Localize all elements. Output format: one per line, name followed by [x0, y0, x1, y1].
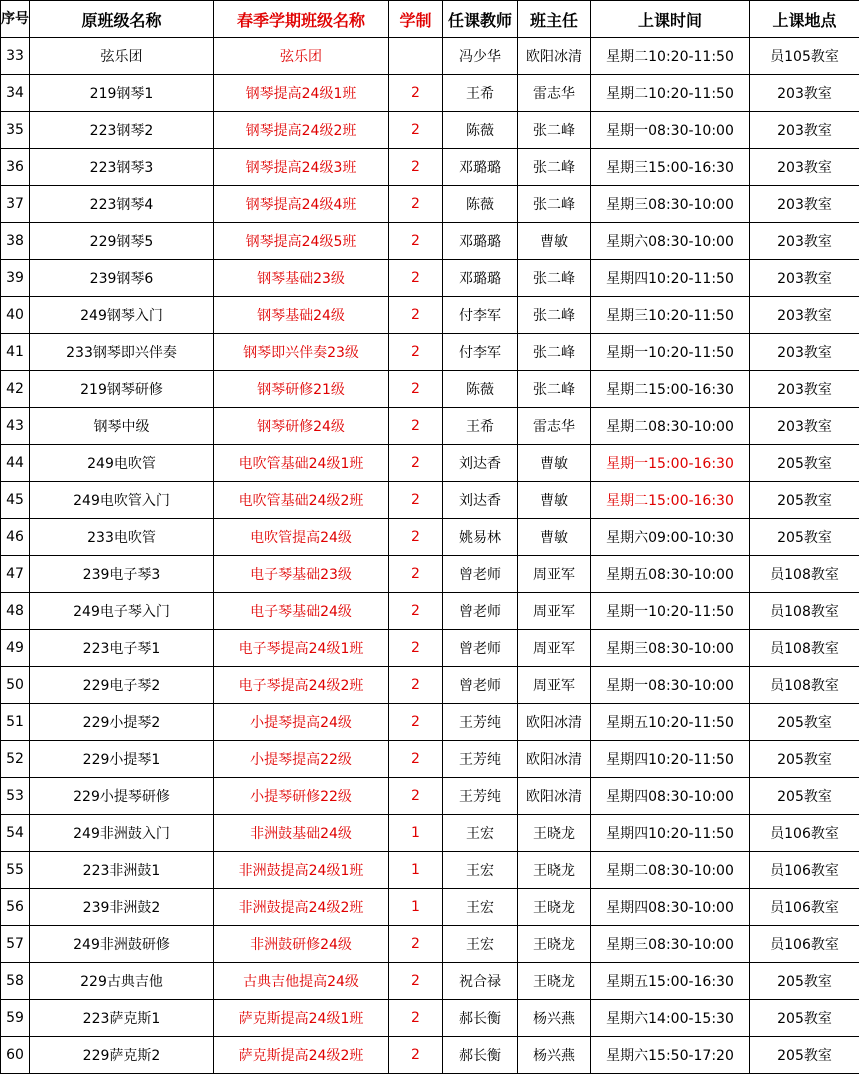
cell-teacher: 王宏 [443, 852, 518, 889]
cell-orig-class: 239非洲鼓2 [30, 889, 214, 926]
cell-spring-class: 电子琴提高24级1班 [214, 630, 389, 667]
table-row [1, 519, 859, 556]
cell-teacher: 王芳纯 [443, 704, 518, 741]
cell-teacher: 邓璐璐 [443, 260, 518, 297]
cell-head-teacher: 张二峰 [518, 371, 591, 408]
cell-seq: 58 [1, 963, 30, 1000]
cell-head-teacher: 张二峰 [518, 112, 591, 149]
cell-orig-class: 弦乐团 [30, 38, 214, 75]
cell-head-teacher: 王晓龙 [518, 926, 591, 963]
cell-location: 203教室 [750, 186, 859, 223]
cell-orig-class: 229小提琴研修 [30, 778, 214, 815]
cell-teacher: 陈薇 [443, 371, 518, 408]
cell-seq: 52 [1, 741, 30, 778]
table-body [1, 38, 859, 1074]
cell-head-teacher: 曹敏 [518, 482, 591, 519]
cell-head-teacher: 周亚军 [518, 667, 591, 704]
cell-seq: 51 [1, 704, 30, 741]
cell-seq: 45 [1, 482, 30, 519]
cell-seq: 41 [1, 334, 30, 371]
cell-teacher: 陈薇 [443, 112, 518, 149]
cell-teacher: 王希 [443, 408, 518, 445]
cell-duration: 2 [389, 408, 443, 445]
cell-orig-class: 229萨克斯2 [30, 1037, 214, 1074]
header-head-teacher: 班主任 [518, 1, 591, 38]
cell-seq: 44 [1, 445, 30, 482]
cell-spring-class: 非洲鼓研修24级 [214, 926, 389, 963]
cell-spring-class: 小提琴提高24级 [214, 704, 389, 741]
cell-time: 星期一08:30-10:00 [591, 112, 750, 149]
cell-location: 203教室 [750, 334, 859, 371]
cell-seq: 60 [1, 1037, 30, 1074]
table-row [1, 852, 859, 889]
cell-spring-class: 电吹管提高24级 [214, 519, 389, 556]
cell-duration: 2 [389, 297, 443, 334]
cell-spring-class: 电子琴提高24级2班 [214, 667, 389, 704]
cell-location: 205教室 [750, 445, 859, 482]
cell-orig-class: 239电子琴3 [30, 556, 214, 593]
cell-seq: 59 [1, 1000, 30, 1037]
cell-teacher: 祝合禄 [443, 963, 518, 1000]
cell-spring-class: 电吹管基础24级2班 [214, 482, 389, 519]
cell-location: 205教室 [750, 1037, 859, 1074]
cell-time: 星期三08:30-10:00 [591, 630, 750, 667]
cell-duration: 2 [389, 75, 443, 112]
table-row [1, 75, 859, 112]
table-row [1, 1037, 859, 1074]
cell-head-teacher: 张二峰 [518, 297, 591, 334]
cell-seq: 56 [1, 889, 30, 926]
cell-time: 星期一08:30-10:00 [591, 667, 750, 704]
cell-time: 星期六14:00-15:30 [591, 1000, 750, 1037]
cell-location: 203教室 [750, 260, 859, 297]
cell-time: 星期四10:20-11:50 [591, 260, 750, 297]
cell-head-teacher: 周亚军 [518, 556, 591, 593]
cell-location: 员108教室 [750, 630, 859, 667]
table-row [1, 889, 859, 926]
cell-location: 203教室 [750, 408, 859, 445]
cell-time: 星期三08:30-10:00 [591, 186, 750, 223]
cell-seq: 34 [1, 75, 30, 112]
cell-location: 205教室 [750, 519, 859, 556]
cell-seq: 35 [1, 112, 30, 149]
cell-duration: 2 [389, 445, 443, 482]
header-row [1, 1, 859, 38]
cell-time: 星期四10:20-11:50 [591, 815, 750, 852]
cell-spring-class: 小提琴提高22级 [214, 741, 389, 778]
cell-spring-class: 钢琴提高24级3班 [214, 149, 389, 186]
cell-spring-class: 钢琴提高24级4班 [214, 186, 389, 223]
cell-location: 员106教室 [750, 926, 859, 963]
cell-head-teacher: 周亚军 [518, 593, 591, 630]
cell-spring-class: 钢琴即兴伴奏23级 [214, 334, 389, 371]
cell-spring-class: 钢琴提高24级5班 [214, 223, 389, 260]
cell-teacher: 曾老师 [443, 667, 518, 704]
cell-teacher: 付李军 [443, 334, 518, 371]
cell-head-teacher: 王晓龙 [518, 963, 591, 1000]
cell-time: 星期四08:30-10:00 [591, 778, 750, 815]
cell-spring-class: 钢琴研修24级 [214, 408, 389, 445]
cell-orig-class: 233钢琴即兴伴奏 [30, 334, 214, 371]
cell-orig-class: 249非洲鼓入门 [30, 815, 214, 852]
cell-orig-class: 223电子琴1 [30, 630, 214, 667]
table-row [1, 926, 859, 963]
table-row [1, 260, 859, 297]
table-row [1, 149, 859, 186]
cell-location: 员108教室 [750, 593, 859, 630]
header-seq: 序号 [1, 1, 30, 38]
table-row [1, 112, 859, 149]
cell-location: 员108教室 [750, 667, 859, 704]
cell-location: 203教室 [750, 223, 859, 260]
table-row [1, 334, 859, 371]
cell-location: 员106教室 [750, 889, 859, 926]
cell-location: 员106教室 [750, 852, 859, 889]
cell-location: 员106教室 [750, 815, 859, 852]
cell-seq: 50 [1, 667, 30, 704]
cell-seq: 39 [1, 260, 30, 297]
header-duration: 学制 [389, 1, 443, 38]
cell-orig-class: 249非洲鼓研修 [30, 926, 214, 963]
cell-orig-class: 249钢琴入门 [30, 297, 214, 334]
table-row [1, 445, 859, 482]
cell-duration: 2 [389, 482, 443, 519]
cell-time: 星期二08:30-10:00 [591, 408, 750, 445]
cell-seq: 43 [1, 408, 30, 445]
cell-duration: 2 [389, 963, 443, 1000]
cell-teacher: 王宏 [443, 889, 518, 926]
cell-spring-class: 非洲鼓基础24级 [214, 815, 389, 852]
cell-time: 星期四08:30-10:00 [591, 889, 750, 926]
cell-head-teacher: 杨兴燕 [518, 1037, 591, 1074]
cell-seq: 40 [1, 297, 30, 334]
cell-teacher: 王希 [443, 75, 518, 112]
cell-seq: 49 [1, 630, 30, 667]
cell-head-teacher: 王晓龙 [518, 889, 591, 926]
cell-teacher: 陈薇 [443, 186, 518, 223]
cell-location: 205教室 [750, 704, 859, 741]
cell-head-teacher: 曹敏 [518, 519, 591, 556]
cell-location: 205教室 [750, 482, 859, 519]
cell-teacher: 邓璐璐 [443, 149, 518, 186]
cell-head-teacher: 欧阳冰清 [518, 704, 591, 741]
cell-spring-class: 电子琴基础23级 [214, 556, 389, 593]
cell-teacher: 邓璐璐 [443, 223, 518, 260]
cell-spring-class: 电子琴基础24级 [214, 593, 389, 630]
cell-orig-class: 223钢琴2 [30, 112, 214, 149]
cell-head-teacher: 欧阳冰清 [518, 38, 591, 75]
table-row [1, 704, 859, 741]
cell-duration: 2 [389, 630, 443, 667]
table-row [1, 667, 859, 704]
cell-spring-class: 钢琴提高24级1班 [214, 75, 389, 112]
cell-seq: 57 [1, 926, 30, 963]
cell-duration: 2 [389, 519, 443, 556]
cell-duration: 1 [389, 889, 443, 926]
cell-spring-class: 萨克斯提高24级1班 [214, 1000, 389, 1037]
cell-duration: 1 [389, 815, 443, 852]
cell-location: 203教室 [750, 112, 859, 149]
cell-duration [389, 38, 443, 75]
cell-location: 205教室 [750, 963, 859, 1000]
cell-head-teacher: 曹敏 [518, 445, 591, 482]
cell-seq: 53 [1, 778, 30, 815]
cell-duration: 2 [389, 186, 443, 223]
cell-teacher: 刘达香 [443, 482, 518, 519]
cell-spring-class: 电吹管基础24级1班 [214, 445, 389, 482]
header-orig-class: 原班级名称 [30, 1, 214, 38]
cell-orig-class: 233电吹管 [30, 519, 214, 556]
cell-duration: 2 [389, 741, 443, 778]
cell-location: 205教室 [750, 1000, 859, 1037]
cell-duration: 2 [389, 1000, 443, 1037]
cell-head-teacher: 周亚军 [518, 630, 591, 667]
cell-teacher: 郝长衡 [443, 1000, 518, 1037]
table-row [1, 38, 859, 75]
cell-time: 星期二15:00-16:30 [591, 482, 750, 519]
cell-orig-class: 219钢琴研修 [30, 371, 214, 408]
cell-orig-class: 223钢琴3 [30, 149, 214, 186]
table-row [1, 593, 859, 630]
cell-spring-class: 小提琴研修22级 [214, 778, 389, 815]
cell-time: 星期三08:30-10:00 [591, 926, 750, 963]
cell-teacher: 王芳纯 [443, 741, 518, 778]
cell-orig-class: 249电吹管 [30, 445, 214, 482]
cell-duration: 2 [389, 112, 443, 149]
cell-spring-class: 非洲鼓提高24级1班 [214, 852, 389, 889]
cell-seq: 33 [1, 38, 30, 75]
cell-duration: 2 [389, 149, 443, 186]
cell-spring-class: 钢琴提高24级2班 [214, 112, 389, 149]
cell-teacher: 付李军 [443, 297, 518, 334]
cell-time: 星期五15:00-16:30 [591, 963, 750, 1000]
cell-location: 203教室 [750, 371, 859, 408]
cell-duration: 2 [389, 556, 443, 593]
table-row [1, 630, 859, 667]
cell-teacher: 王芳纯 [443, 778, 518, 815]
cell-orig-class: 239钢琴6 [30, 260, 214, 297]
cell-teacher: 王宏 [443, 815, 518, 852]
cell-spring-class: 古典吉他提高24级 [214, 963, 389, 1000]
cell-orig-class: 229钢琴5 [30, 223, 214, 260]
cell-location: 205教室 [750, 741, 859, 778]
cell-head-teacher: 王晓龙 [518, 852, 591, 889]
cell-time: 星期六09:00-10:30 [591, 519, 750, 556]
cell-orig-class: 钢琴中级 [30, 408, 214, 445]
cell-head-teacher: 张二峰 [518, 149, 591, 186]
cell-teacher: 刘达香 [443, 445, 518, 482]
cell-seq: 48 [1, 593, 30, 630]
table-row [1, 556, 859, 593]
cell-time: 星期一10:20-11:50 [591, 334, 750, 371]
cell-spring-class: 钢琴基础23级 [214, 260, 389, 297]
cell-location: 203教室 [750, 149, 859, 186]
cell-spring-class: 弦乐团 [214, 38, 389, 75]
cell-seq: 38 [1, 223, 30, 260]
cell-head-teacher: 王晓龙 [518, 815, 591, 852]
header-location: 上课地点 [750, 1, 859, 38]
cell-seq: 54 [1, 815, 30, 852]
cell-duration: 2 [389, 223, 443, 260]
cell-teacher: 曾老师 [443, 593, 518, 630]
cell-teacher: 郝长衡 [443, 1037, 518, 1074]
cell-time: 星期二15:00-16:30 [591, 371, 750, 408]
table-row [1, 1000, 859, 1037]
cell-location: 203教室 [750, 297, 859, 334]
cell-seq: 36 [1, 149, 30, 186]
header-time: 上课时间 [591, 1, 750, 38]
cell-spring-class: 钢琴研修21级 [214, 371, 389, 408]
table-row [1, 408, 859, 445]
cell-orig-class: 219钢琴1 [30, 75, 214, 112]
cell-duration: 2 [389, 371, 443, 408]
cell-head-teacher: 雷志华 [518, 408, 591, 445]
cell-head-teacher: 杨兴燕 [518, 1000, 591, 1037]
cell-time: 星期五08:30-10:00 [591, 556, 750, 593]
cell-orig-class: 223非洲鼓1 [30, 852, 214, 889]
table-row [1, 482, 859, 519]
cell-orig-class: 223萨克斯1 [30, 1000, 214, 1037]
cell-time: 星期三10:20-11:50 [591, 297, 750, 334]
table-row [1, 297, 859, 334]
cell-location: 员108教室 [750, 556, 859, 593]
cell-seq: 42 [1, 371, 30, 408]
cell-duration: 2 [389, 667, 443, 704]
cell-head-teacher: 雷志华 [518, 75, 591, 112]
cell-time: 星期六08:30-10:00 [591, 223, 750, 260]
cell-head-teacher: 张二峰 [518, 260, 591, 297]
cell-orig-class: 229古典吉他 [30, 963, 214, 1000]
cell-seq: 55 [1, 852, 30, 889]
cell-head-teacher: 曹敏 [518, 223, 591, 260]
cell-teacher: 冯少华 [443, 38, 518, 75]
table-row [1, 778, 859, 815]
cell-time: 星期四10:20-11:50 [591, 741, 750, 778]
cell-time: 星期二10:20-11:50 [591, 75, 750, 112]
cell-seq: 37 [1, 186, 30, 223]
cell-time: 星期二10:20-11:50 [591, 38, 750, 75]
table-row [1, 186, 859, 223]
cell-time: 星期五10:20-11:50 [591, 704, 750, 741]
table-row [1, 371, 859, 408]
cell-head-teacher: 张二峰 [518, 334, 591, 371]
table-row [1, 963, 859, 1000]
cell-time: 星期二08:30-10:00 [591, 852, 750, 889]
cell-time: 星期一15:00-16:30 [591, 445, 750, 482]
cell-time: 星期六15:50-17:20 [591, 1037, 750, 1074]
cell-teacher: 曾老师 [443, 630, 518, 667]
table-row [1, 741, 859, 778]
cell-teacher: 曾老师 [443, 556, 518, 593]
cell-duration: 2 [389, 334, 443, 371]
cell-spring-class: 非洲鼓提高24级2班 [214, 889, 389, 926]
cell-orig-class: 229小提琴2 [30, 704, 214, 741]
cell-seq: 47 [1, 556, 30, 593]
cell-spring-class: 萨克斯提高24级2班 [214, 1037, 389, 1074]
cell-time: 星期三15:00-16:30 [591, 149, 750, 186]
cell-orig-class: 249电吹管入门 [30, 482, 214, 519]
cell-duration: 2 [389, 593, 443, 630]
cell-orig-class: 223钢琴4 [30, 186, 214, 223]
cell-duration: 2 [389, 260, 443, 297]
cell-orig-class: 229电子琴2 [30, 667, 214, 704]
cell-seq: 46 [1, 519, 30, 556]
cell-head-teacher: 欧阳冰清 [518, 778, 591, 815]
cell-teacher: 姚易林 [443, 519, 518, 556]
cell-head-teacher: 欧阳冰清 [518, 741, 591, 778]
cell-duration: 2 [389, 704, 443, 741]
cell-time: 星期一10:20-11:50 [591, 593, 750, 630]
cell-orig-class: 249电子琴入门 [30, 593, 214, 630]
cell-duration: 2 [389, 926, 443, 963]
header-spring-class: 春季学期班级名称 [214, 1, 389, 38]
table-row [1, 223, 859, 260]
cell-location: 205教室 [750, 778, 859, 815]
cell-duration: 1 [389, 852, 443, 889]
header-teacher: 任课教师 [443, 1, 518, 38]
cell-duration: 2 [389, 778, 443, 815]
cell-teacher: 王宏 [443, 926, 518, 963]
cell-location: 员105教室 [750, 38, 859, 75]
cell-head-teacher: 张二峰 [518, 186, 591, 223]
cell-location: 203教室 [750, 75, 859, 112]
cell-orig-class: 229小提琴1 [30, 741, 214, 778]
cell-duration: 2 [389, 1037, 443, 1074]
table-row [1, 815, 859, 852]
cell-spring-class: 钢琴基础24级 [214, 297, 389, 334]
